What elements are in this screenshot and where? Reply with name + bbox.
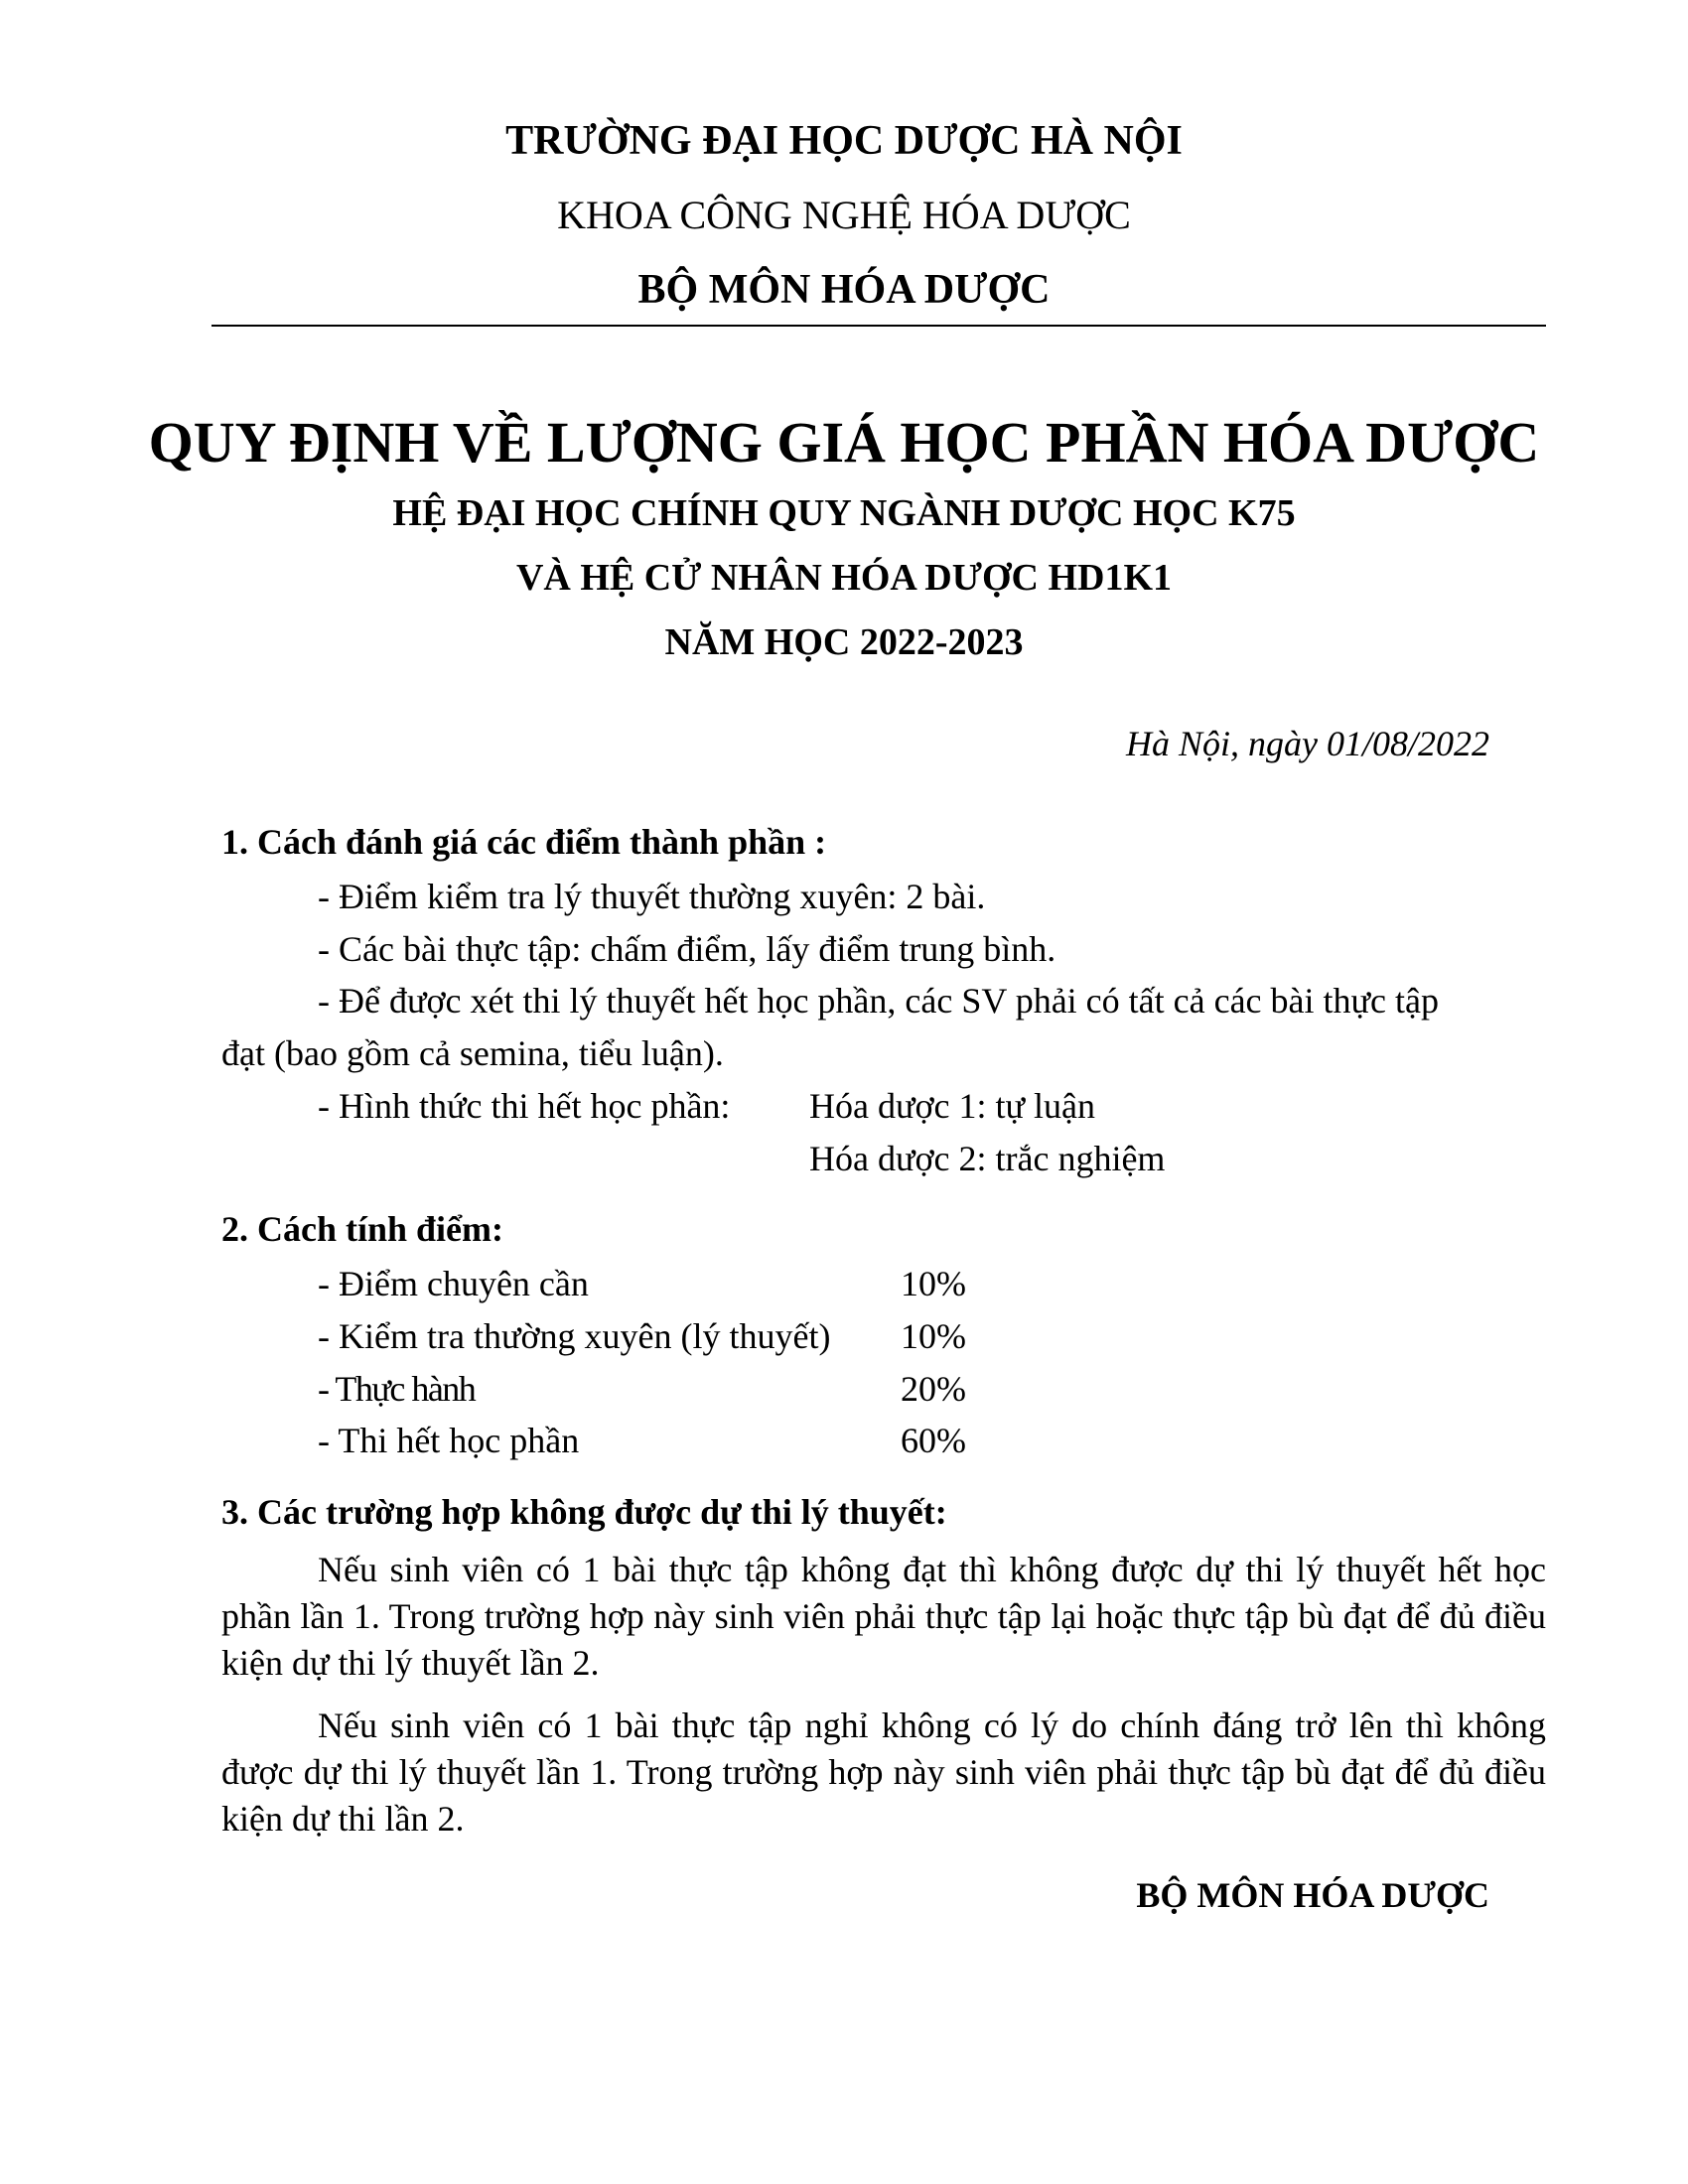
section-1-item-2: - Các bài thực tập: chấm điểm, lấy điểm trung bình. [318,929,1056,969]
department-name: BỘ MÔN HÓA DƯỢC [637,267,1051,313]
document-subtitle-1: HỆ ĐẠI HỌC CHÍNH QUY NGÀNH DƯỢC HỌC K75 [392,492,1296,534]
section-1-item-3-line-2: đạt (bao gồm cả semina, tiểu luận). [221,1033,724,1073]
header-divider [211,325,1546,327]
section-1-item-4-value-2: Hóa dược 2: trắc nghiệm [809,1139,1166,1178]
score-row-value: 60% [901,1421,966,1460]
section-1-item-4-value-1: Hóa dược 1: tự luận [809,1086,1095,1126]
place-date: Hà Nội, ngày 01/08/2022 [1126,724,1489,763]
score-row-value: 20% [901,1369,966,1409]
school-name: TRƯỜNG ĐẠI HỌC DƯỢC HÀ NỘI [505,118,1183,164]
score-row-label: - Điểm chuyên cần [318,1264,589,1303]
document-title: QUY ĐỊNH VỀ LƯỢNG GIÁ HỌC PHẦN HÓA DƯỢC [148,410,1540,475]
score-row-value: 10% [901,1264,966,1303]
section-1-item-4-label: - Hình thức thi hết học phần: [318,1086,731,1126]
section-1-heading: 1. Cách đánh giá các điểm thành phần : [221,822,827,862]
score-row-label: - Kiểm tra thường xuyên (lý thuyết) [318,1316,831,1356]
document-subtitle-3: NĂM HỌC 2022-2023 [664,621,1024,663]
section-2-heading: 2. Cách tính điểm: [221,1209,504,1249]
score-row-label: - Thi hết học phần [318,1421,580,1460]
section-1-item-1: - Điểm kiểm tra lý thuyết thường xuyên: 2 bài. [318,877,986,916]
score-row-value: 10% [901,1316,966,1356]
section-1-item-3-line-1: - Để được xét thi lý thuyết hết học phần, các SV phải có tất cả các bài thực tập [318,981,1439,1021]
section-3-paragraph-2: Nếu sinh viên có 1 bài thực tập nghỉ không có lý do chính đáng trở lên thì không được dự thi lý thuyết lần 1. Trong trường hợp này sinh viên phải thực tập bù đạt để đủ điều kiện dự thi lần 2. [221,1706,1546,1839]
signature-block: BỘ MÔN HÓA DƯỢC [1136,1875,1489,1915]
score-row-label: - Thực hành [318,1369,476,1409]
document-subtitle-2: VÀ HỆ CỬ NHÂN HÓA DƯỢC HD1K1 [515,557,1173,599]
section-3-paragraph-1: Nếu sinh viên có 1 bài thực tập không đạt thì không được dự thi lý thuyết hết học phần lần 1. Trong trường hợp này sinh viên phải thực tập lại hoặc thực tập bù đạt để đủ điều kiện dự thi lý thuyết lần 2. [221,1550,1546,1683]
section-3-heading: 3. Các trường hợp không được dự thi lý thuyết: [221,1492,947,1532]
faculty-name: KHOA CÔNG NGHỆ HÓA DƯỢC [557,193,1131,237]
